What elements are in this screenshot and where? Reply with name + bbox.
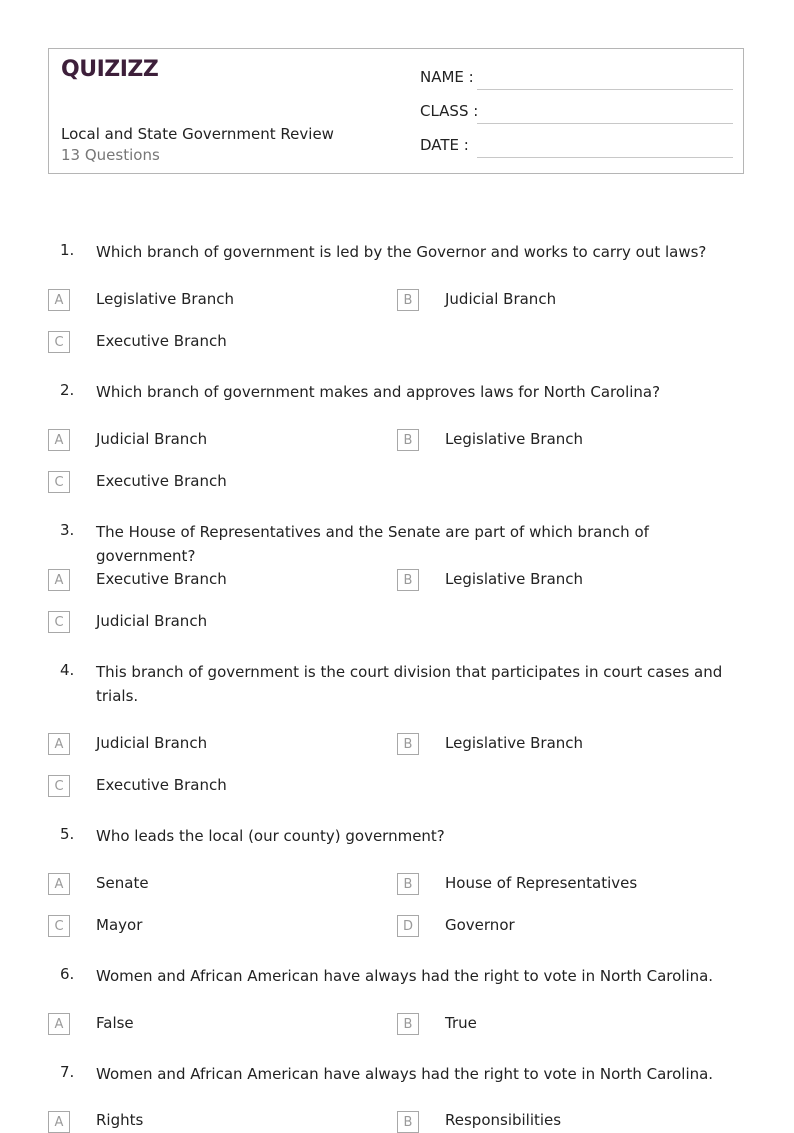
option-text: Legislative Branch xyxy=(445,430,584,448)
option-text: Rights xyxy=(96,1111,144,1129)
question-count: 13 Questions xyxy=(61,146,160,164)
option-letter-box: A xyxy=(48,289,70,311)
option-text: Judicial Branch xyxy=(445,290,557,308)
option-letter-box: B xyxy=(397,429,419,451)
question-number: 3. xyxy=(60,521,75,539)
class-line xyxy=(477,123,733,124)
option-letter-box: B xyxy=(397,289,419,311)
option-text: House of Representatives xyxy=(445,874,638,892)
option-letter-box: B xyxy=(397,1013,419,1035)
option-letter-box: A xyxy=(48,1013,70,1035)
option-letter-box: B xyxy=(397,873,419,895)
option-text: Judicial Branch xyxy=(96,430,208,448)
name-label: NAME : xyxy=(420,68,474,86)
option-text: Legislative Branch xyxy=(445,570,584,588)
option-letter-box: B xyxy=(397,1111,419,1133)
option-letter-box: A xyxy=(48,873,70,895)
option-text: False xyxy=(96,1014,134,1032)
option-text: Judicial Branch xyxy=(96,734,208,752)
question-text: Women and African American have always had the right to vote in North Carolina. xyxy=(96,967,714,985)
date-label: DATE : xyxy=(420,136,469,154)
option-letter-box: D xyxy=(397,915,419,937)
name-line xyxy=(477,89,733,90)
option-letter-box: C xyxy=(48,775,70,797)
option-letter-box: B xyxy=(397,733,419,755)
worksheet-title: Local and State Government Review xyxy=(61,125,334,143)
option-text: Executive Branch xyxy=(96,570,227,588)
question-text: This branch of government is the court division that participates in court cases and trials. xyxy=(96,663,723,705)
question-text: The House of Representatives and the Senate are part of which branch of government? xyxy=(96,523,649,565)
option-text: Judicial Branch xyxy=(96,612,208,630)
question-number: 2. xyxy=(60,381,75,399)
option-text: True xyxy=(445,1014,477,1032)
option-text: Mayor xyxy=(96,916,143,934)
question-number: 6. xyxy=(60,965,75,983)
option-letter-box: C xyxy=(48,471,70,493)
question-text: Who leads the local (our county) government? xyxy=(96,827,445,845)
option-letter-box: A xyxy=(48,429,70,451)
option-text: Executive Branch xyxy=(96,776,227,794)
question-number: 5. xyxy=(60,825,75,843)
question-number: 1. xyxy=(60,241,75,259)
option-text: Legislative Branch xyxy=(96,290,235,308)
option-letter-box: B xyxy=(397,569,419,591)
question-number: 7. xyxy=(60,1063,75,1081)
question-text: Which branch of government is led by the Governor and works to carry out laws? xyxy=(96,243,707,261)
option-letter-box: A xyxy=(48,733,70,755)
question-number: 4. xyxy=(60,661,75,679)
option-text: Legislative Branch xyxy=(445,734,584,752)
option-text: Responsibilities xyxy=(445,1111,562,1129)
option-text: Governor xyxy=(445,916,515,934)
question-text: Which branch of government makes and approves laws for North Carolina? xyxy=(96,383,661,401)
option-letter-box: C xyxy=(48,331,70,353)
option-text: Executive Branch xyxy=(96,332,227,350)
option-letter-box: A xyxy=(48,569,70,591)
class-label: CLASS : xyxy=(420,102,479,120)
question-text: Women and African American have always had the right to vote in North Carolina. xyxy=(96,1065,714,1083)
worksheet-header xyxy=(48,48,744,174)
option-letter-box: C xyxy=(48,611,70,633)
option-letter-box: A xyxy=(48,1111,70,1133)
date-line xyxy=(477,157,733,158)
option-letter-box: C xyxy=(48,915,70,937)
option-text: Executive Branch xyxy=(96,472,227,490)
option-text: Senate xyxy=(96,874,149,892)
quizizz-logo: QUIZIZZ xyxy=(61,57,159,82)
